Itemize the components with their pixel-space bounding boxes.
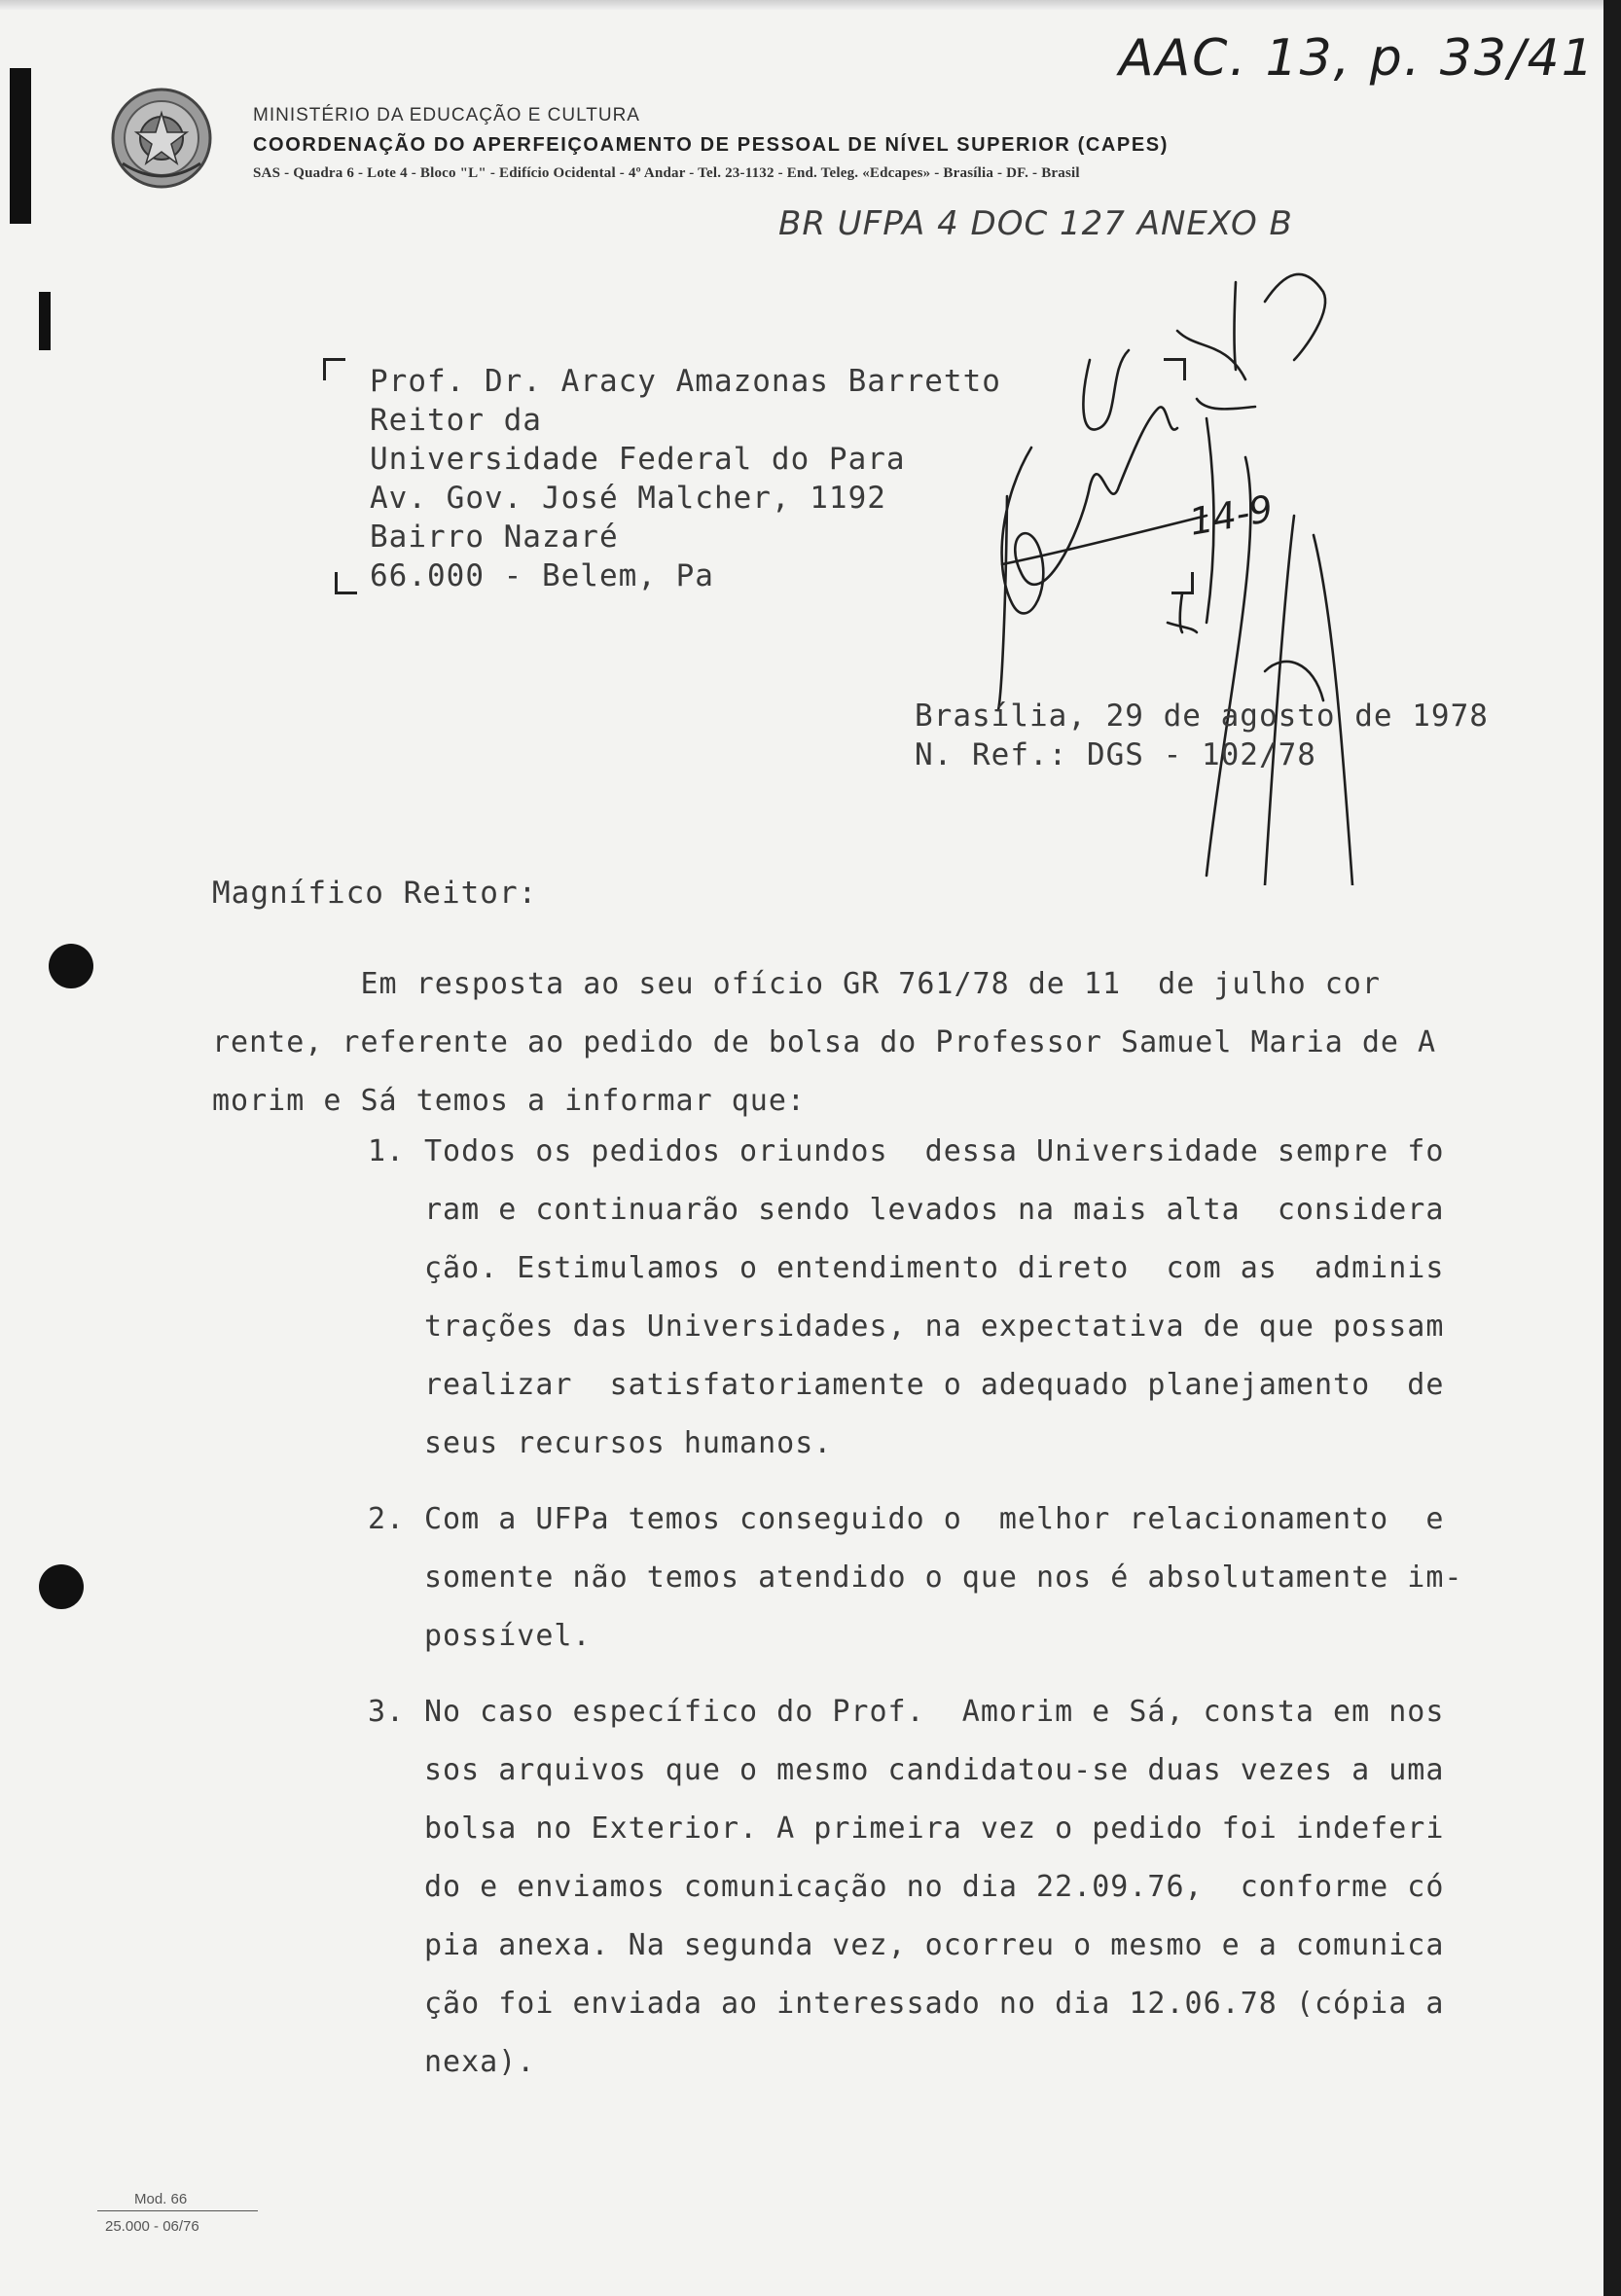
address-line: 66.000 - Belem, Pa <box>370 558 714 593</box>
ministry-name: MINISTÉRIO DA EDUCAÇÃO E CULTURA <box>253 105 640 126</box>
item-line: ção foi enviada ao interessado no dia 12.06.78 (cópia a <box>424 1987 1445 2021</box>
scan-top-edge <box>0 0 1621 10</box>
footer-divider <box>97 2210 258 2211</box>
item-line: realizar satisfatoriamente o adequado planejamento de <box>424 1368 1445 1402</box>
item-line: No caso específico do Prof. Amorim e Sá, consta em nos <box>424 1695 1445 1729</box>
address-line: Prof. Dr. Aracy Amazonas Barretto <box>370 364 1001 399</box>
numbered-item <box>368 1490 1496 1666</box>
intro-paragraph <box>212 955 1496 1130</box>
recipient-address <box>370 362 1001 595</box>
numbered-item <box>368 1123 1496 1473</box>
paragraph-line: rente, referente ao pedido de bolsa do Professor Samuel Maria de A <box>212 1025 1437 1059</box>
item-line: Com a UFPa temos conseguido o melhor relacionamento e <box>424 1502 1445 1536</box>
reference-line: N. Ref.: DGS - 102/78 <box>915 737 1316 772</box>
address-line: Bairro Nazaré <box>370 520 619 555</box>
numbered-item <box>368 1683 1496 2092</box>
item-line: ção. Estimulamos o entendimento direto com as adminis <box>424 1251 1445 1285</box>
item-line: sos arquivos que o mesmo candidatou-se duas vezes a uma <box>424 1753 1445 1787</box>
scan-right-edge <box>1603 0 1621 2296</box>
item-number: 1. <box>368 1134 406 1168</box>
handwritten-signature <box>973 243 1421 885</box>
archive-stamp: AAC. 13, p. 33/41 <box>1119 29 1596 88</box>
paragraph-line: Em resposta ao seu ofício GR 761/78 de 11 de julho cor <box>212 967 1381 1001</box>
item-line: trações das Universidades, na expectativa de que possam <box>424 1309 1445 1344</box>
archive-reference: BR UFPA 4 DOC 127 ANEXO B <box>778 204 1293 243</box>
address-line: Reitor da <box>370 403 542 438</box>
agency-name: COORDENAÇÃO DO APERFEIÇOAMENTO DE PESSOAL DE NÍVEL SUPERIOR (CAPES) <box>253 134 1170 156</box>
letter-date-block <box>915 697 1489 774</box>
address-bracket <box>323 358 345 380</box>
salutation: Magnífico Reitor: <box>212 876 538 911</box>
punch-hole <box>49 944 93 988</box>
coat-of-arms-seal-icon <box>109 86 214 191</box>
address-line: Universidade Federal do Para <box>370 442 906 477</box>
scan-left-mark <box>39 292 51 350</box>
punch-hole <box>39 1564 84 1609</box>
item-line: somente não temos atendido o que nos é absolutamente im- <box>424 1561 1463 1595</box>
address-bracket <box>335 572 357 594</box>
item-line: bolsa no Exterior. A primeira vez o pedido foi indeferi <box>424 1812 1445 1846</box>
item-line: Todos os pedidos oriundos dessa Universidade sempre fo <box>424 1134 1445 1168</box>
print-run: 25.000 - 06/76 <box>105 2218 199 2235</box>
address-line: Av. Gov. José Malcher, 1192 <box>370 481 886 516</box>
item-line: nexa). <box>424 2045 536 2079</box>
agency-address: SAS - Quadra 6 - Lote 4 - Bloco "L" - Edifício Ocidental - 4º Andar - Tel. 23-1132 - End. Teleg. «Edcapes» - Brasília - DF. - Brasil <box>253 165 1080 181</box>
form-number: Mod. 66 <box>134 2191 188 2207</box>
item-line: ram e continuarão sendo levados na mais alta considera <box>424 1193 1445 1227</box>
paragraph-line: morim e Sá temos a informar que: <box>212 1084 806 1118</box>
item-line: seus recursos humanos. <box>424 1426 833 1460</box>
item-line: pia anexa. Na segunda vez, ocorreu o mesmo e a comunica <box>424 1928 1445 1962</box>
item-line: possível. <box>424 1619 592 1653</box>
item-number: 3. <box>368 1695 406 1729</box>
scan-left-mark <box>10 68 31 224</box>
item-line: do e enviamos comunicação no dia 22.09.76, conforme có <box>424 1870 1445 1904</box>
item-number: 2. <box>368 1502 406 1536</box>
date-line: Brasília, 29 de agosto de 1978 <box>915 699 1489 734</box>
handwritten-date: 14-9 <box>1185 486 1277 544</box>
